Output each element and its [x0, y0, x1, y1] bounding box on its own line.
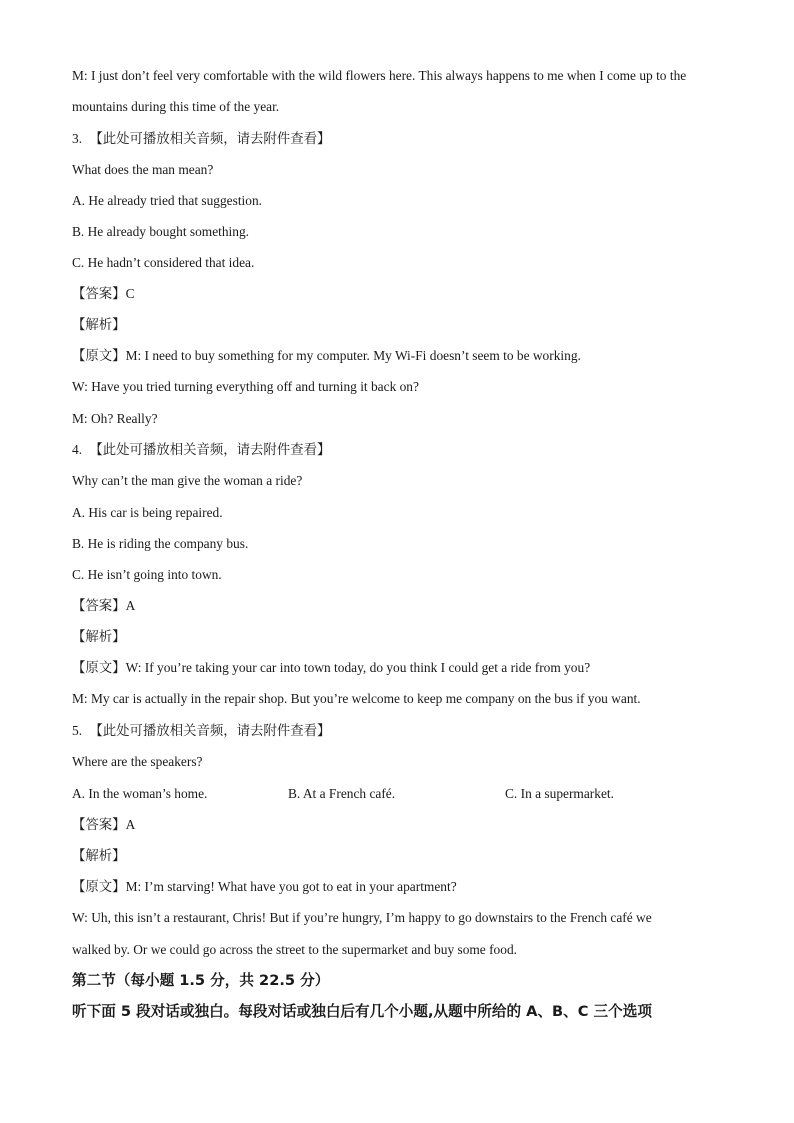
section-heading: 第二节（每小题 1.5 分，共 22.5 分）	[72, 972, 330, 989]
transcript-line: W: Uh, this isn’t a restaurant, Chris! But if you’re hungry, I’m happy to go downstairs to the French café we	[72, 910, 652, 925]
answer-tag: 【答案】	[72, 818, 126, 833]
question-number: 5.	[72, 723, 83, 738]
answer-value: A	[125, 598, 136, 613]
question-text: Where are the speakers?	[72, 754, 203, 769]
option-c: C. He hadn’t considered that idea.	[72, 255, 255, 270]
dialogue-line: M: I just don’t feel very comfortable with the wild flowers here. This always happens to me when I come up to the	[72, 68, 687, 83]
analysis-line	[72, 316, 126, 335]
option-b: B. At a French café.	[288, 786, 396, 801]
transcript-line	[72, 878, 457, 897]
option-a: A. His car is being repaired.	[72, 505, 223, 520]
answer-tag: 【答案】	[72, 599, 126, 614]
answer-value: A	[125, 817, 136, 832]
audio-note[interactable]: 【此处可播放相关音频，请去附件查看】	[89, 443, 331, 458]
audio-note[interactable]: 【此处可播放相关音频，请去附件查看】	[89, 132, 331, 147]
question-number: 4.	[72, 442, 83, 457]
original-tag: 【原文】	[72, 661, 126, 676]
transcript-text: M: I’m starving! What have you got to eat in your apartment?	[125, 879, 457, 894]
question-4-header	[72, 441, 330, 460]
transcript-line: M: My car is actually in the repair shop. But you’re welcome to keep me company on the bus if you want.	[72, 691, 641, 706]
option-c: C. In a supermarket.	[505, 786, 614, 801]
question-5-header	[72, 722, 330, 741]
original-tag: 【原文】	[72, 880, 126, 895]
analysis-line	[72, 628, 126, 647]
section-instruction: 听下面 5 段对话或独白。每段对话或独白后有几个小题,从题中所给的 A、B、C 三个选项	[72, 1003, 652, 1020]
answer-tag: 【答案】	[72, 287, 126, 302]
dialogue-line: mountains during this time of the year.	[72, 99, 280, 114]
analysis-tag: 【解析】	[72, 318, 126, 333]
question-text: What does the man mean?	[72, 162, 214, 177]
option-a: A. In the woman’s home.	[72, 786, 208, 801]
analysis-tag: 【解析】	[72, 630, 126, 645]
transcript-line: M: Oh? Really?	[72, 411, 158, 426]
answer-value: C	[125, 286, 135, 301]
transcript-text: M: I need to buy something for my computer. My Wi-Fi doesn’t seem to be working.	[125, 348, 581, 363]
question-3-header	[72, 130, 330, 149]
original-tag: 【原文】	[72, 349, 126, 364]
analysis-tag: 【解析】	[72, 849, 126, 864]
option-b: B. He already bought something.	[72, 224, 250, 239]
answer-line	[72, 285, 135, 304]
transcript-text: W: If you’re taking your car into town today, do you think I could get a ride from you?	[125, 660, 591, 675]
option-c: C. He isn’t going into town.	[72, 567, 222, 582]
question-number: 3.	[72, 131, 83, 146]
question-text: Why can’t the man give the woman a ride?	[72, 473, 303, 488]
answer-line	[72, 816, 135, 835]
transcript-line: W: Have you tried turning everything off and turning it back on?	[72, 379, 419, 394]
analysis-line	[72, 847, 126, 866]
transcript-line	[72, 347, 581, 366]
option-b: B. He is riding the company bus.	[72, 536, 249, 551]
transcript-line: walked by. Or we could go across the street to the supermarket and buy some food.	[72, 942, 517, 957]
audio-note[interactable]: 【此处可播放相关音频，请去附件查看】	[89, 724, 331, 739]
answer-line	[72, 597, 135, 616]
option-a: A. He already tried that suggestion.	[72, 193, 263, 208]
transcript-line	[72, 659, 590, 678]
